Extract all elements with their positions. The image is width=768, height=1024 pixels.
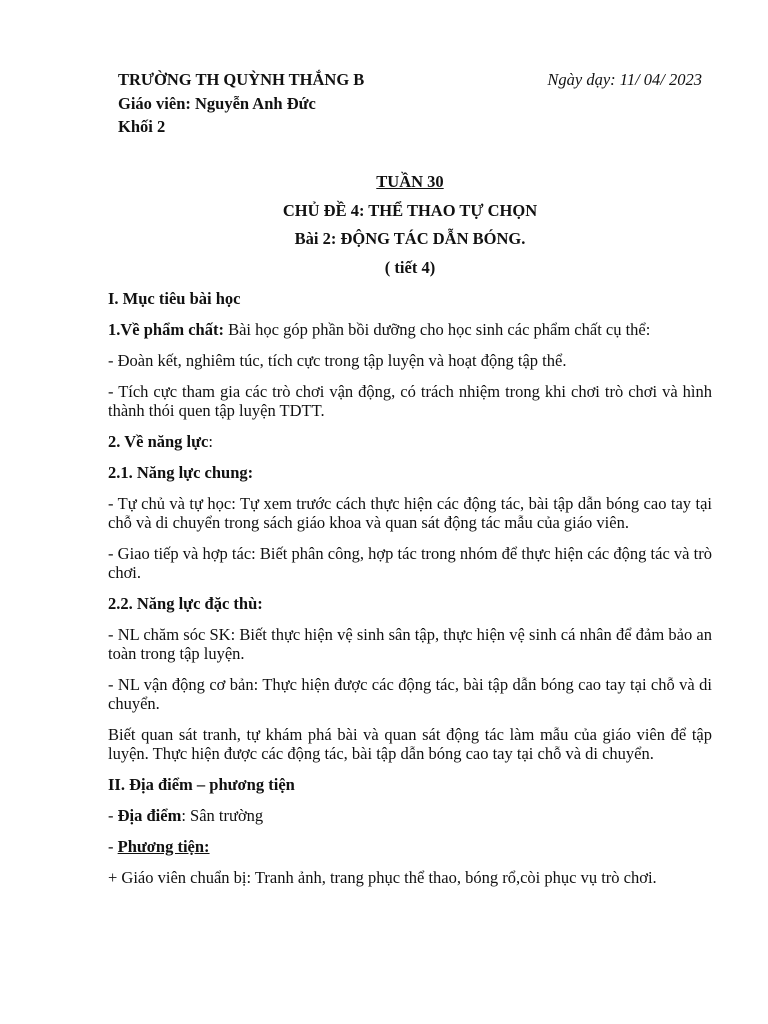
section-heading-venue-equipment: II. Địa điểm – phương tiện — [108, 775, 295, 794]
equipment-line — [108, 837, 712, 856]
grade-level: Khối 2 — [118, 117, 166, 136]
general-competence-bullet-1: - Tự chủ và tự học: Tự xem trước cách thực hiện các động tác, bài tập dẫn bóng cao tay tại chỗ và di chuyển trong sách giáo khoa và quan sát động tác mẫu của giáo viên. — [108, 494, 712, 532]
subheading-specific-competence: 2.2. Năng lực đặc thù: — [108, 594, 263, 613]
teaching-date: Ngày dạy: 11/ 04/ 2023 — [547, 70, 702, 89]
specific-competence-paragraph: Biết quan sát tranh, tự khám phá bài và quan sát động tác làm mẫu của giáo viên để tập luyện. Thực hiện được các động tác, bài tập dẫn bóng cao tay tại chỗ và di chuyển. — [108, 725, 712, 763]
venue-dash: - — [108, 806, 118, 825]
general-competence-bullet-2: - Giao tiếp và hợp tác: Biết phân công, hợp tác trong nhóm để thực hiện các động tác và trò chơi. — [108, 544, 712, 582]
equipment-bullet-1: + Giáo viên chuẩn bị: Tranh ảnh, trang phục thể thao, bóng rổ,còi phục vụ trò chơi. — [108, 868, 657, 887]
teacher-name: Giáo viên: Nguyễn Anh Đức — [118, 93, 316, 113]
qualities-text: Bài học góp phần bồi dưỡng cho học sinh các phẩm chất cụ thể: — [223, 320, 651, 339]
section-heading-objectives: I. Mục tiêu bài học — [108, 289, 241, 308]
section-heading-competence — [108, 432, 712, 451]
equipment-label: Phương tiện: — [117, 837, 210, 856]
lesson-title: Bài 2: ĐỘNG TÁC DẪN BÓNG. — [294, 229, 526, 248]
topic-title: CHỦ ĐỀ 4: THỂ THAO TỰ CHỌN — [282, 200, 538, 220]
school-name: TRƯỜNG TH QUỲNH THẮNG B — [118, 70, 365, 89]
venue-line — [108, 806, 712, 825]
competence-label: 2. Về năng lực — [108, 432, 209, 451]
equipment-dash: - — [108, 837, 118, 856]
lesson-title-block — [108, 170, 712, 284]
document-body — [108, 289, 712, 899]
specific-competence-bullet-1: - NL chăm sóc SK: Biết thực hiện vệ sinh sân tập, thực hiện vệ sinh cá nhân để đảm bảo an toàn trong tập luyện. — [108, 625, 712, 663]
qualities-label: 1.Về phẩm chất: — [108, 320, 224, 339]
specific-competence-bullet-2: - NL vận động cơ bản: Thực hiện được các động tác, bài tập dẫn bóng cao tay tại chỗ và di chuyển. — [108, 675, 712, 713]
paragraph-qualities — [108, 320, 712, 339]
period-title: ( tiết 4) — [384, 257, 436, 277]
qualities-bullet-1: - Đoàn kết, nghiêm túc, tích cực trong tập luyện và hoạt động tập thể. — [108, 351, 567, 370]
document-header — [118, 68, 702, 139]
week-title: TUẦN 30 — [376, 172, 444, 191]
venue-text: : Sân trường — [181, 806, 264, 825]
subheading-general-competence: 2.1. Năng lực chung: — [108, 463, 254, 482]
qualities-bullet-2: - Tích cực tham gia các trò chơi vận động, có trách nhiệm trong khi chơi trò chơi và hình thành thói quen tập luyện TDTT. — [108, 382, 712, 420]
competence-colon: : — [208, 432, 213, 451]
venue-label: Địa điểm — [117, 806, 182, 825]
